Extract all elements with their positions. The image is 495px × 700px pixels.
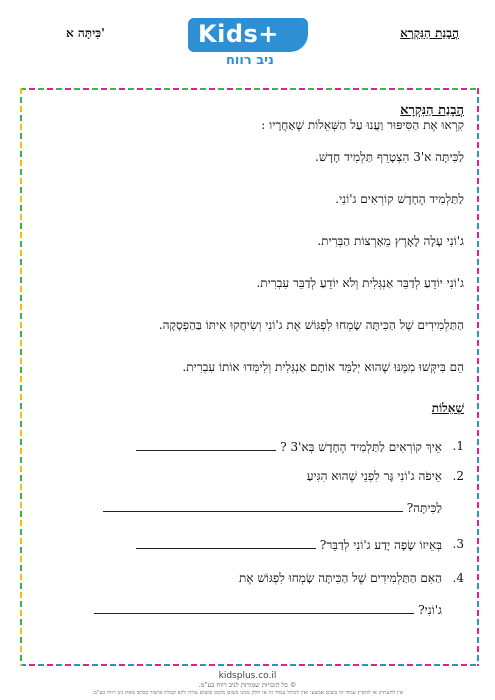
question-number: 4. bbox=[452, 571, 464, 585]
questions-title: שְׁאֵלוֹת bbox=[431, 401, 464, 415]
story-paragraph: לַתַּלְמִיד הֶחָדָשׁ קוֹרְאִים ג'וֹנִי. bbox=[335, 192, 464, 206]
class-label: כִּיתָּה א' bbox=[66, 26, 105, 40]
question-4-continuation bbox=[40, 601, 442, 618]
question-3 bbox=[40, 536, 464, 554]
question-text: אֵיךְ קוֹרְאִים לַתַּלְמִיד הֶחָדָשׁ בְּא'3 ? bbox=[280, 440, 442, 454]
question-2-continuation bbox=[40, 499, 442, 516]
logo-subtitle: ניב רווח bbox=[226, 53, 274, 68]
footer-url[interactable]: kidsplus.co.il bbox=[218, 671, 277, 681]
answer-line-1[interactable] bbox=[136, 438, 276, 451]
story-paragraph: ג'וֹנִי עָלָה לָאָרֶץ מֵאַרְצוֹת הַבְּרִית. bbox=[317, 234, 464, 248]
frame-left-edge bbox=[20, 88, 22, 666]
question-text: אֵיפֹה ג'וֹנִי גָּר לִפְנֵי שֶׁהוּא הִגִּיעַ bbox=[306, 469, 442, 483]
answer-line-4[interactable] bbox=[94, 601, 414, 614]
question-number: 3. bbox=[452, 537, 464, 551]
frame-top-edge bbox=[20, 88, 479, 90]
frame-bottom-edge bbox=[20, 664, 479, 666]
question-text-continued: ג'וֹנִי? bbox=[418, 603, 442, 617]
answer-line-3[interactable] bbox=[136, 536, 316, 549]
answer-line-2[interactable] bbox=[103, 499, 403, 512]
worksheet-content bbox=[40, 102, 464, 630]
question-4 bbox=[40, 570, 464, 587]
story-paragraph: הַתַּלְמִידִים שֶׁל הַכִּיתָּה שָׂמְחוּ לִפְגּוֹשׁ אֶת ג'וֹנִי וְשִׂיחֲקוּ אִיתּוֹ בַּהַפְסָקָה. bbox=[158, 318, 464, 332]
question-1 bbox=[40, 438, 464, 456]
question-text-continued: לַכִּיתָּה? bbox=[406, 501, 442, 515]
frame-right-edge bbox=[477, 88, 479, 666]
story-paragraph: ג'וֹנִי יוֹדֵעַ לְדַבֵּר אַנְגְּלִית וְלֹא יוֹדֵעַ לְדַבֵּר עִבְרִית. bbox=[256, 276, 464, 290]
footer-legal-note: אין להעתיק או להפיץ עמוד זה בשום אמצעי ואין לכלול עמוד זה או חלק ממנו בשום מקום ובשום צורה ללא קבלת אישור בכתב מאת ניב רווח בע"מ. bbox=[91, 690, 404, 696]
page-title: הֲבָנַת הַנִּקְרָא bbox=[400, 103, 464, 118]
topic-label: הֲבָנַת הַנִּקְרָא bbox=[400, 26, 459, 40]
story-paragraph: הֵם בִּיקְּשׁוּ מִמֶּנּוּ שֶׁהוּא יְלַמֵּד אוֹתָם אַנְגְּלִית וְלִימְּדוּ אוֹתוֹ עִבְרִית. bbox=[182, 360, 464, 374]
question-text: בְּאֵיזוֹ שָׂפָה יָדַע ג'וֹנִי לְדַבֵּר? bbox=[319, 538, 442, 552]
logo-text: Kids+ bbox=[198, 20, 279, 48]
story-paragraph: לַכִּיתָּה א'3 הִצְטָרֵף תַּלְמִיד חָדָשׁ. bbox=[315, 150, 464, 164]
question-2 bbox=[40, 468, 464, 485]
instruction-text: קִרְאוּ אֶת הַסִּיפּוּר וַעֲנוּ עַל הַשְּׁאֵלוֹת שֶׁאַחֲרָיו : bbox=[261, 118, 464, 132]
question-number: 2. bbox=[452, 469, 464, 483]
footer-copyright: © כל הזכויות שמורות לניב רווח בע"מ. bbox=[198, 681, 297, 689]
kidsplus-logo bbox=[188, 18, 308, 68]
question-text: הַאִם הַתַּלְמִידִים שֶׁל הַכִּיתָּה שָׂמְחוּ לִפְגּוֹשׁ אֶת bbox=[239, 571, 442, 585]
question-number: 1. bbox=[452, 439, 464, 453]
